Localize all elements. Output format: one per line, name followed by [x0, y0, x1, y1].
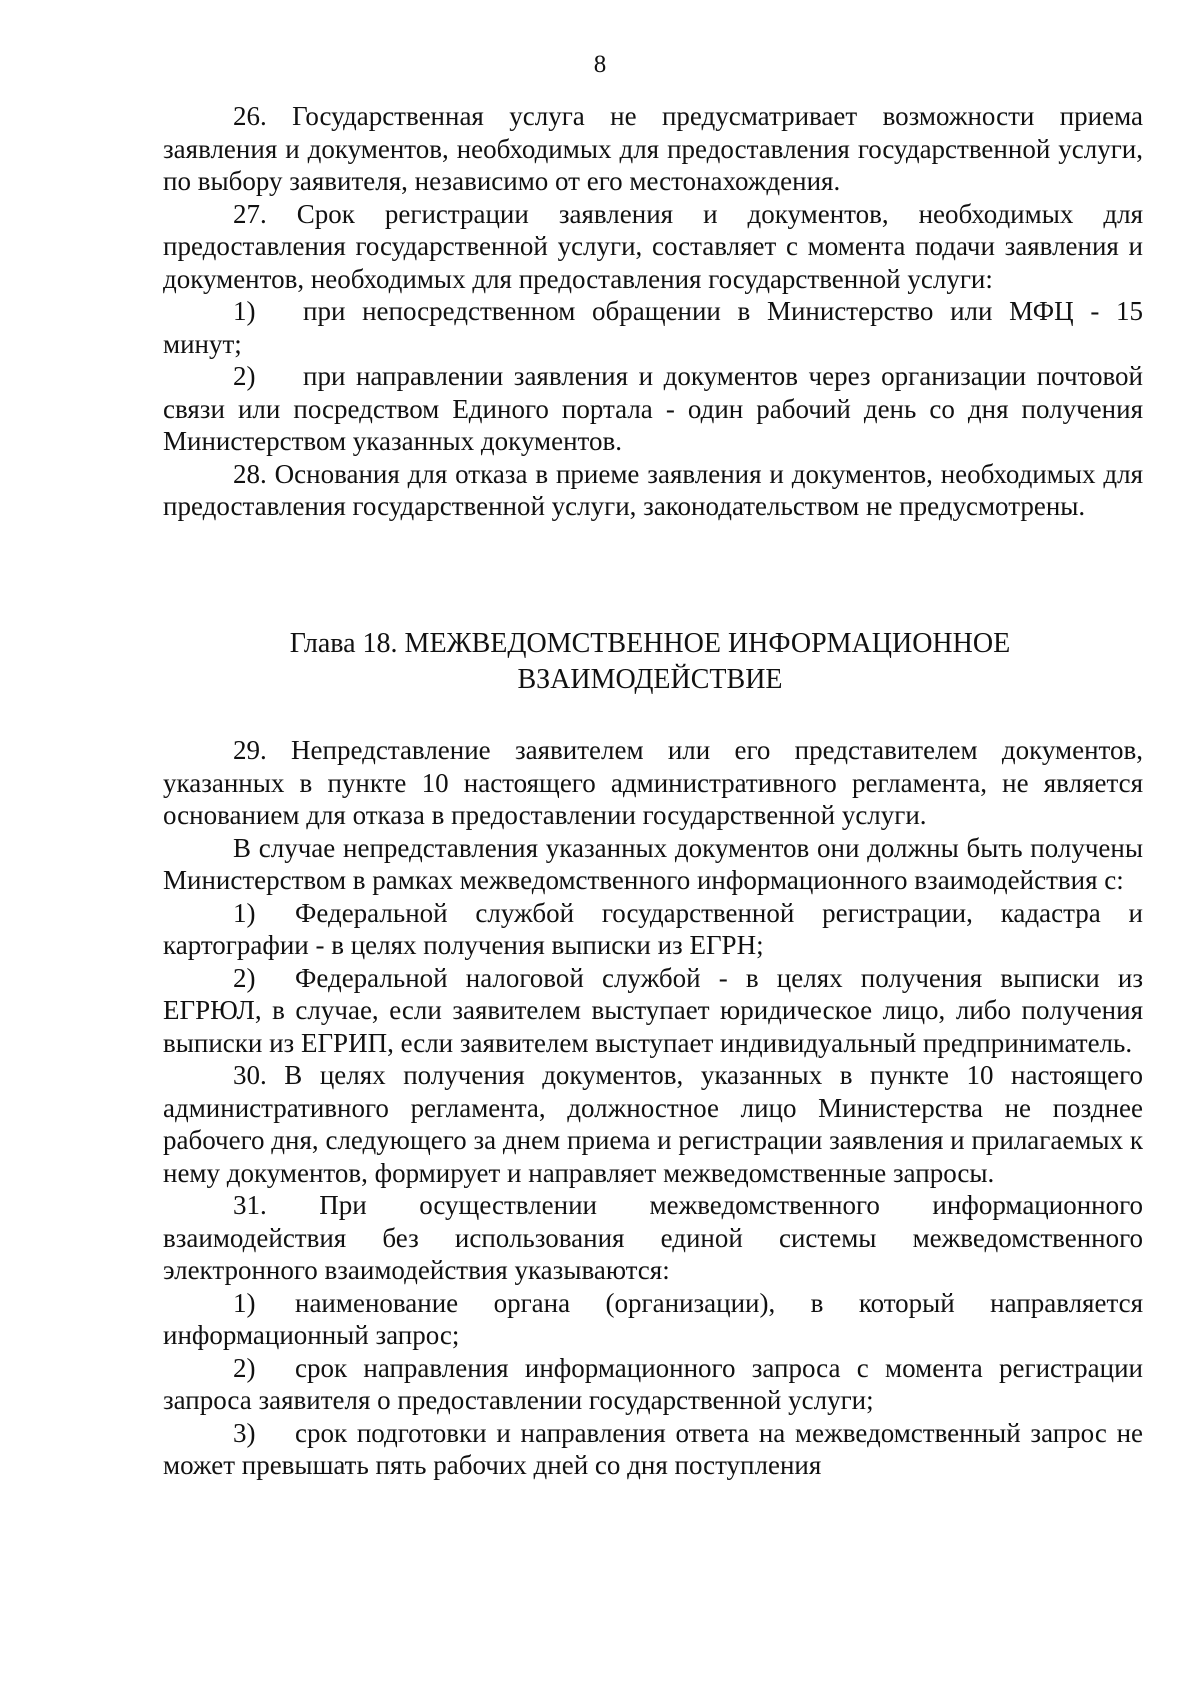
- section-top: [163, 100, 1143, 523]
- chapter-title-line-1: Глава 18. МЕЖВЕДОМСТВЕННОЕ ИНФОРМАЦИОННОЕ: [289, 628, 1011, 659]
- chapter-title-line-2: ВЗАИМОДЕЙСТВИЕ: [517, 664, 783, 695]
- list-item-text: срок подготовки и направления ответа на межведомственный запрос не может превышать пять рабочих дней со дня поступления: [163, 1417, 1143, 1480]
- list-item-number: 1): [233, 296, 256, 326]
- paragraph-31: 31. При осуществлении межведомственного информационного взаимодействия без использования единой системы межведомственного электронного взаимодействия указываются:: [163, 1190, 1143, 1285]
- list-item-number: 3): [233, 1417, 256, 1448]
- paragraph-26: 26. Государственная услуга не предусматривает возможности приема заявления и документов, необходимых для предоставления государственной услуги, по выбору заявителя, независимо от его местонахождения.: [163, 101, 1143, 196]
- paragraph-29-continued: В случае непредставления указанных документов они должны быть получены Министерством в рамках межведомственного информационного взаимодействия с:: [163, 832, 1143, 895]
- list-item-number: 1): [233, 897, 256, 928]
- list-item-number: 2): [233, 1352, 256, 1383]
- list-item-text: при непосредственном обращении в Министерство или МФЦ - 15 минут;: [163, 296, 1143, 359]
- paragraph-29: 29. Непредставление заявителем или его представителем документов, указанных в пункте 10 настоящего административного регламента, не является основанием для отказа в предоставлении государственной услуги.: [163, 735, 1143, 830]
- list-item: [163, 1287, 1143, 1352]
- paragraph-28: 28. Основания для отказа в приеме заявления и документов, необходимых для предоставления государственной услуги, законодательством не предусмотрены.: [163, 458, 1143, 521]
- list-item-text: Федеральной налоговой службой - в целях получения выписки из ЕГРЮЛ, в случае, если заявителем выступает юридическое лицо, либо получения выписки из ЕГРИП, если заявителем выступает индивидуальный предприниматель.: [163, 962, 1143, 1058]
- list-item: [163, 962, 1143, 1060]
- list-item-text: наименование органа (организации), в который направляется информационный запрос;: [163, 1287, 1143, 1350]
- section-bottom: [163, 734, 1143, 1482]
- list-item: [163, 1352, 1143, 1417]
- list-item-text: Федеральной службой государственной регистрации, кадастра и картографии - в целях получения выписки из ЕГРН;: [163, 897, 1143, 960]
- list-item: [163, 897, 1143, 962]
- page-number: 8: [593, 51, 607, 78]
- list-item-number: 2): [233, 361, 256, 391]
- list-item: [163, 295, 1143, 360]
- list-item-text: срок направления информационного запроса с момента регистрации запроса заявителя о предоставлении государственной услуги;: [163, 1352, 1143, 1415]
- chapter-heading: [220, 626, 1080, 698]
- list-item: [163, 360, 1143, 458]
- paragraph-30: 30. В целях получения документов, указанных в пункте 10 настоящего административного регламента, должностное лицо Министерства не позднее рабочего дня, следующего за днем приема и регистрации заявления и прилагаемых к нему документов, формирует и направляет межведомственные запросы.: [163, 1060, 1143, 1188]
- list-item: [163, 1417, 1143, 1482]
- list-item-text: при направлении заявления и документов через организации почтовой связи или посредством Единого портала - один рабочий день со дня получения Министерством указанных документов.: [163, 361, 1143, 456]
- list-item-number: 1): [233, 1287, 256, 1318]
- paragraph-27: 27. Срок регистрации заявления и документов, необходимых для предоставления государственной услуги, составляет с момента подачи заявления и документов, необходимых для предоставления государственной услуги:: [163, 198, 1143, 294]
- list-item-number: 2): [233, 962, 256, 993]
